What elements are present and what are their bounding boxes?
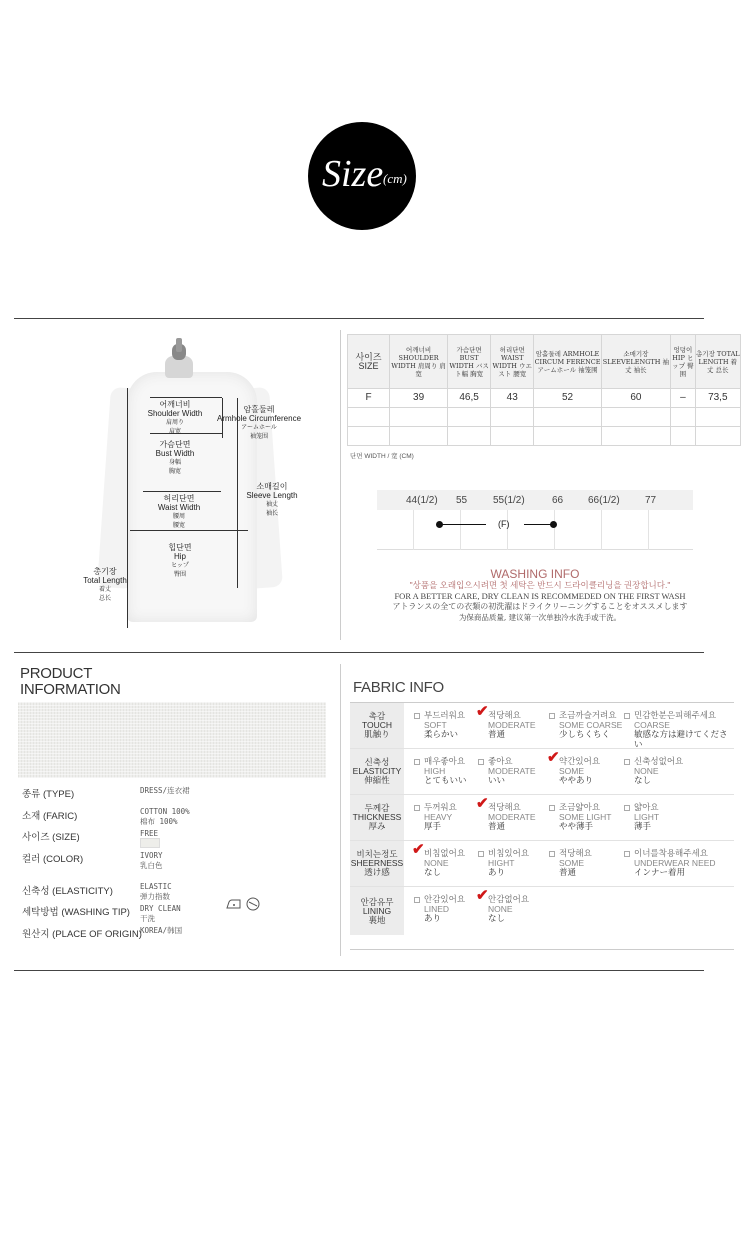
scale-divider bbox=[460, 510, 461, 550]
column-divider bbox=[340, 664, 341, 956]
mannequin-stand bbox=[176, 338, 182, 352]
dry-clean-icon bbox=[245, 897, 261, 916]
check-icon: ✔ bbox=[412, 841, 425, 858]
table-cell: 46,5 bbox=[448, 389, 491, 408]
fabric-option: 민감한분은피해주세요 COARSE 敏感な方は避けてください bbox=[634, 711, 734, 749]
size-header: 사이즈 SIZE bbox=[348, 335, 390, 389]
scale-dot-end bbox=[550, 521, 557, 528]
sleeve-header: 소매기장 SLEEVELENGTH 袖丈 袖长 bbox=[601, 335, 671, 389]
table-cell: 60 bbox=[601, 389, 671, 408]
product-info-title: PRODUCT INFORMATION bbox=[20, 665, 121, 698]
fabric-option-selected: ✔ 적당해요 MODERATE 普通 bbox=[476, 795, 536, 831]
fabric-option: 부드러워요 SOFT 柔らかい bbox=[424, 711, 465, 740]
label-bust: 가슴단면 Bust Width 身幅 胸宽 bbox=[155, 440, 195, 475]
fabric-row-header: 안감유무 LINING 裏地 bbox=[350, 887, 404, 935]
scale-label: 55(1/2) bbox=[493, 495, 525, 506]
info-washing-key: 세탁방법 (WASHING TIP) bbox=[22, 907, 130, 918]
fabric-option: 조금얇아요 SOME LIGHT やや薄手 bbox=[559, 803, 611, 832]
waist-line bbox=[143, 491, 221, 492]
scale-line bbox=[442, 524, 486, 525]
fabric-option-selected: ✔ 안감없어요 NONE なし bbox=[476, 887, 530, 923]
logo-unit: (cm) bbox=[383, 171, 407, 186]
fabric-photo bbox=[18, 702, 326, 778]
fabric-row-sheerness bbox=[350, 841, 734, 887]
section-divider bbox=[14, 652, 704, 653]
check-icon: ✔ bbox=[476, 795, 489, 812]
scale-label: 66(1/2) bbox=[588, 495, 620, 506]
label-sleeve: 소매길이 Sleeve Length 袖丈 袖长 bbox=[246, 482, 298, 517]
fabric-row-touch bbox=[350, 703, 734, 749]
scale-divider bbox=[413, 510, 414, 550]
check-icon: ✔ bbox=[476, 887, 489, 904]
fabric-row-header: 신축성 ELASTICITY 伸縮性 bbox=[350, 749, 404, 794]
check-icon: ✔ bbox=[476, 703, 489, 720]
fabric-info-table bbox=[350, 702, 734, 950]
label-waist: 허리단면 Waist Width 腰周 腰宽 bbox=[157, 494, 201, 529]
iron-icon bbox=[226, 897, 242, 916]
fabric-option: 적당해요 SOME 普通 bbox=[559, 849, 592, 878]
label-hip: 힙단면 Hip ヒップ 臀围 bbox=[168, 543, 192, 578]
color-swatch bbox=[140, 838, 160, 848]
bust-header: 가슴단면 BUST WIDTH バスト幅 胸宽 bbox=[448, 335, 491, 389]
fabric-option-selected: ✔ 비침없어요 NONE なし bbox=[412, 841, 466, 877]
table-cell: 43 bbox=[491, 389, 534, 408]
fabric-option-selected: ✔ 약간있어요 SOME ややあり bbox=[547, 749, 601, 785]
size-scale-row bbox=[377, 510, 693, 550]
waist-header: 허리단면 WAIST WIDTH ウエスト 腰宽 bbox=[491, 335, 534, 389]
scale-divider bbox=[601, 510, 602, 550]
info-type-key: 종류 (TYPE) bbox=[22, 789, 75, 800]
fabric-option-selected: ✔ 적당해요 MODERATE 普通 bbox=[476, 703, 536, 739]
fabric-option: 비침있어요 HIGHT あり bbox=[488, 849, 529, 878]
info-origin-key: 원산지 (PLACE OF ORIGIN) bbox=[22, 929, 142, 940]
size-logo bbox=[308, 122, 416, 230]
table-cell: 39 bbox=[390, 389, 448, 408]
fabric-option: 신축성없어요 NONE なし bbox=[634, 757, 683, 786]
label-shoulder: 어깨너비 Shoulder Width 肩周り 肩宽 bbox=[147, 400, 203, 435]
info-fabric-key: 소재 (FARIC) bbox=[22, 811, 78, 822]
table-row bbox=[348, 389, 741, 408]
info-size-key: 사이즈 (SIZE) bbox=[22, 832, 80, 843]
fabric-info-title: FABRIC INFO bbox=[353, 679, 444, 696]
scale-line bbox=[524, 524, 552, 525]
table-cell: 73,5 bbox=[695, 389, 740, 408]
washing-info-ko: "상품을 오래입으시려면 첫 세탁은 반드시 드라이클리닝을 권장합니다." bbox=[409, 580, 671, 590]
fabric-row-elasticity bbox=[350, 749, 734, 795]
scale-label: 77 bbox=[645, 495, 657, 506]
table-cell: – bbox=[671, 389, 695, 408]
fabric-option: 이너를착용해주세요 UNDERWEAR NEED インナー着用 bbox=[634, 849, 716, 878]
scale-divider bbox=[554, 510, 555, 550]
washing-info-title: WASHING INFO bbox=[490, 567, 580, 581]
fabric-row-header: 촉감 TOUCH 肌触り bbox=[350, 703, 404, 748]
shoulder-header: 어깨너비 SHOULDER WIDTH 肩周り 肩宽 bbox=[390, 335, 448, 389]
size-table-note: 단면 WIDTH / 宽 (CM) bbox=[350, 453, 414, 460]
scale-divider bbox=[507, 510, 508, 550]
armhole-header: 암홀둘레 ARMHOLE CIRCUM FERENCE アームホール 袖笼围 bbox=[534, 335, 601, 389]
size-table bbox=[347, 334, 741, 446]
table-cell: 52 bbox=[534, 389, 601, 408]
fabric-row-header: 두께감 THICKNESS 厚み bbox=[350, 795, 404, 840]
scale-divider bbox=[648, 510, 649, 550]
info-washing-value: DRY CLEAN 干洗 bbox=[140, 904, 181, 923]
hip-header: 엉덩이 HIP ヒップ 臀围 bbox=[671, 335, 695, 389]
info-color-value: IVORY 乳白色 bbox=[140, 851, 163, 870]
total-length-header: 총기장 TOTAL LENGTH 着丈 总长 bbox=[695, 335, 740, 389]
fabric-option: 안감있어요 LINED あり bbox=[424, 895, 465, 924]
hip-line bbox=[130, 530, 248, 531]
label-armhole: 암홀둘레 Armhole Circumference アームホール 袖笼围 bbox=[216, 405, 302, 440]
check-icon: ✔ bbox=[547, 749, 560, 766]
shoulder-line bbox=[150, 397, 222, 398]
fabric-row-thickness bbox=[350, 795, 734, 841]
washing-info-jp: アトランスの全ての衣類の初洗濯はドライクリーニングすることをオススメします bbox=[392, 602, 688, 611]
washing-info-en: FOR A BETTER CARE, DRY CLEAN IS RECOMMEDED ON THE FIRST WASH bbox=[394, 591, 686, 601]
section-divider bbox=[14, 318, 704, 319]
info-elasticity-value: ELASTIC 弹力指数 bbox=[140, 882, 172, 901]
scale-label: 55 bbox=[456, 495, 468, 506]
info-fabric-value: COTTON 100% 棉布 100% bbox=[140, 807, 190, 826]
fabric-option: 두꺼워요 HEAVY 厚手 bbox=[424, 803, 457, 832]
fabric-option: 매우좋아요 HIGH とてもいい bbox=[424, 757, 467, 786]
washing-info-cn: 为保商品质量, 建议第一次单独冷水洗手或干洗。 bbox=[458, 613, 622, 622]
label-total-length: 총기장 Total Length 着丈 总长 bbox=[83, 567, 127, 602]
fabric-row-header: 비치는정도 SHEERNESS 透け感 bbox=[350, 841, 404, 886]
fabric-option: 얇아요 LIGHT 薄手 bbox=[634, 803, 659, 832]
info-type-value: DRESS/连衣裙 bbox=[140, 786, 190, 795]
info-origin-value: KOREA/韩国 bbox=[140, 926, 183, 935]
scale-label: 66 bbox=[552, 495, 564, 506]
scale-marker: (F) bbox=[498, 519, 510, 529]
info-elasticity-key: 신축성 (ELASTICITY) bbox=[22, 886, 113, 897]
table-row bbox=[348, 408, 741, 427]
table-row bbox=[348, 427, 741, 446]
section-divider bbox=[14, 970, 704, 971]
fabric-row-lining bbox=[350, 887, 734, 951]
info-color-key: 컬러 (COLOR) bbox=[22, 854, 84, 865]
scale-label: 44(1/2) bbox=[406, 495, 438, 506]
info-size-value: FREE bbox=[140, 829, 159, 838]
fabric-option: 조금까슬거려요 SOME COARSE 少しちくちく bbox=[559, 711, 622, 740]
table-cell: F bbox=[348, 389, 390, 408]
fabric-option: 좋아요 MODERATE いい bbox=[488, 757, 536, 786]
logo-text: Size bbox=[322, 153, 384, 195]
